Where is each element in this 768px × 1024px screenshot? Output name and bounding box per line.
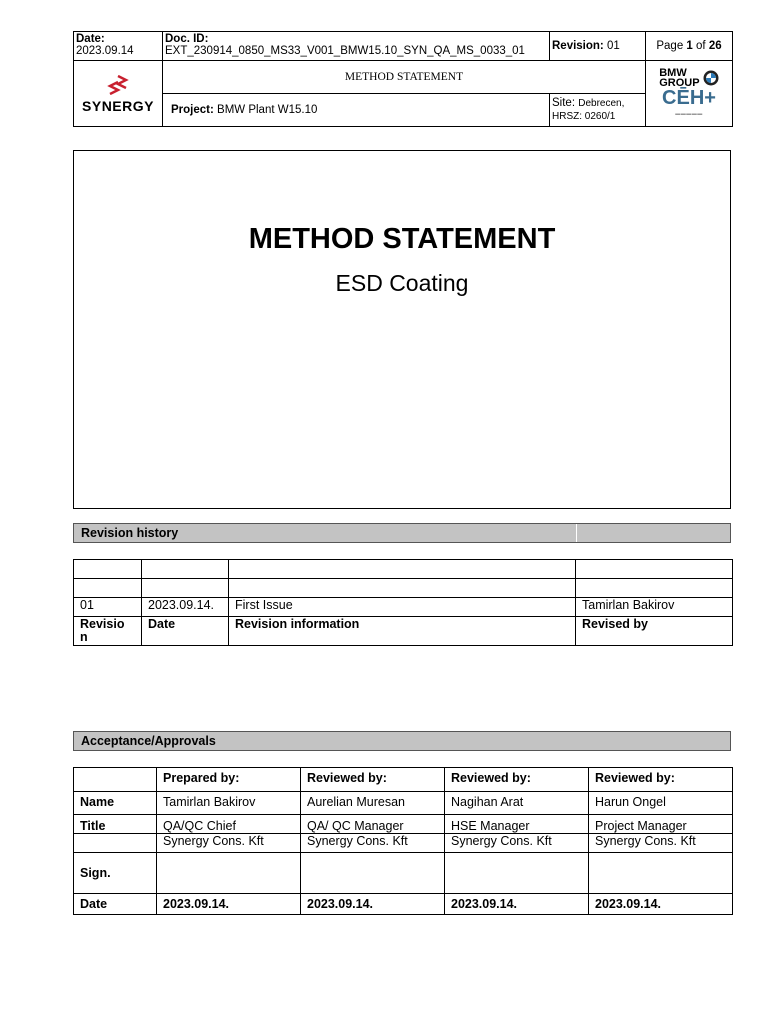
synergy-logo-text: SYNERGY: [82, 98, 154, 114]
table-cell: HSE Manager: [445, 815, 589, 834]
docid-value: EXT_230914_0850_MS33_V001_BMW15.10_SYN_QA_MS_0033_01: [165, 45, 525, 57]
revision-history-label: Revision history: [81, 526, 179, 540]
bmw-logo-line1: BMW: [659, 66, 687, 79]
project-value: BMW Plant W15.10: [217, 104, 318, 116]
sub-title: ESD Coating: [335, 270, 469, 296]
table-cell: 2023.09.14.: [157, 894, 301, 915]
signature-cell: [157, 853, 301, 894]
table-cell: [142, 560, 229, 579]
table-cell: [229, 560, 576, 579]
revision-label: Revision:: [552, 40, 604, 52]
table-cell: [229, 579, 576, 598]
column-header: Reviewed by:: [445, 768, 589, 792]
table-header-row: [74, 617, 733, 646]
approvals-label: Acceptance/Approvals: [81, 734, 216, 748]
table-cell: Tamirlan Bakirov: [576, 598, 733, 617]
ceh-logo-text: CĒH+: [662, 86, 716, 109]
project-cell: [163, 94, 550, 127]
table-cell: QA/ QC Manager: [301, 815, 445, 834]
page-total: 26: [708, 40, 722, 52]
row-label-sign: Sign.: [74, 853, 157, 894]
row-label-date: Date: [74, 894, 157, 915]
column-header: Reviewed by:: [301, 768, 445, 792]
revision-history-bar: [73, 523, 731, 543]
revision-table: [73, 559, 733, 646]
row-label-name: Name: [74, 792, 157, 815]
header-revision: Revisio n: [74, 617, 142, 646]
table-cell: Synergy Cons. Kft: [301, 834, 445, 853]
bmw-logo-line2: GROUP: [659, 76, 700, 89]
date-label: Date:: [76, 33, 105, 45]
table-row: [74, 560, 733, 579]
page-cell: [646, 32, 733, 61]
hrsz-value: HRSZ: 0260/1: [552, 111, 616, 122]
column-header: Prepared by:: [157, 768, 301, 792]
signature-cell: [445, 853, 589, 894]
bmw-group-logo: [659, 68, 699, 88]
table-cell: Nagihan Arat: [445, 792, 589, 815]
date-cell: [74, 32, 163, 61]
docid-cell: [163, 32, 550, 61]
docid-label: Doc. ID:: [165, 33, 209, 45]
client-logos: [646, 61, 733, 127]
header-revised-by: Revised by: [576, 617, 733, 646]
table-row: [74, 894, 733, 915]
table-cell: [74, 579, 142, 598]
table-cell: Harun Ongel: [589, 792, 733, 815]
synergy-logo: [74, 61, 163, 127]
table-row: [74, 598, 733, 617]
table-row: [74, 815, 733, 834]
table-row: [74, 792, 733, 815]
column-header: Reviewed by:: [589, 768, 733, 792]
site-value: Debrecen,: [578, 98, 625, 109]
header-date: Date: [142, 617, 229, 646]
synergy-s-icon: [107, 75, 129, 95]
approvals-bar: [73, 731, 731, 751]
project-label: Project:: [171, 104, 214, 116]
signature-cell: [589, 853, 733, 894]
page-number: 1: [686, 40, 693, 52]
table-cell: [576, 579, 733, 598]
document-header: [73, 31, 733, 127]
table-cell: 2023.09.14.: [142, 598, 229, 617]
site-label: Site:: [552, 97, 576, 109]
table-cell: QA/QC Chief: [157, 815, 301, 834]
revision-cell: [550, 32, 646, 61]
table-cell: Synergy Cons. Kft: [445, 834, 589, 853]
doc-type-heading: METHOD STATEMENT: [163, 61, 646, 94]
ceh-logo-tagline-mark: ▬▬▬▬▬: [675, 110, 703, 117]
table-cell: [142, 579, 229, 598]
table-row: [74, 768, 733, 792]
row-label-title: Title: [74, 815, 157, 834]
date-value: 2023.09.14: [76, 45, 134, 57]
table-cell: [74, 768, 157, 792]
approvals-table: [73, 767, 733, 915]
table-cell: 01: [74, 598, 142, 617]
bar-divider: [576, 524, 577, 542]
table-cell: [74, 834, 157, 853]
main-title: METHOD STATEMENT: [248, 223, 556, 255]
signature-cell: [301, 853, 445, 894]
header-revision-info: Revision information: [229, 617, 576, 646]
table-row: [74, 853, 733, 894]
page-prefix: Page: [656, 40, 684, 52]
table-row: [74, 579, 733, 598]
site-cell: [550, 94, 646, 127]
table-cell: 2023.09.14.: [301, 894, 445, 915]
table-cell: Tamirlan Bakirov: [157, 792, 301, 815]
table-cell: [576, 560, 733, 579]
table-cell: First Issue: [229, 598, 576, 617]
table-cell: Project Manager: [589, 815, 733, 834]
table-cell: Synergy Cons. Kft: [157, 834, 301, 853]
table-row: [74, 834, 733, 853]
revision-value: 01: [606, 40, 620, 52]
title-box: [73, 150, 731, 509]
table-cell: Synergy Cons. Kft: [589, 834, 733, 853]
table-cell: 2023.09.14.: [445, 894, 589, 915]
bmw-roundel-icon: [703, 70, 719, 86]
page-of: of: [696, 40, 706, 52]
table-cell: [74, 560, 142, 579]
table-cell: Aurelian Muresan: [301, 792, 445, 815]
table-cell: 2023.09.14.: [589, 894, 733, 915]
